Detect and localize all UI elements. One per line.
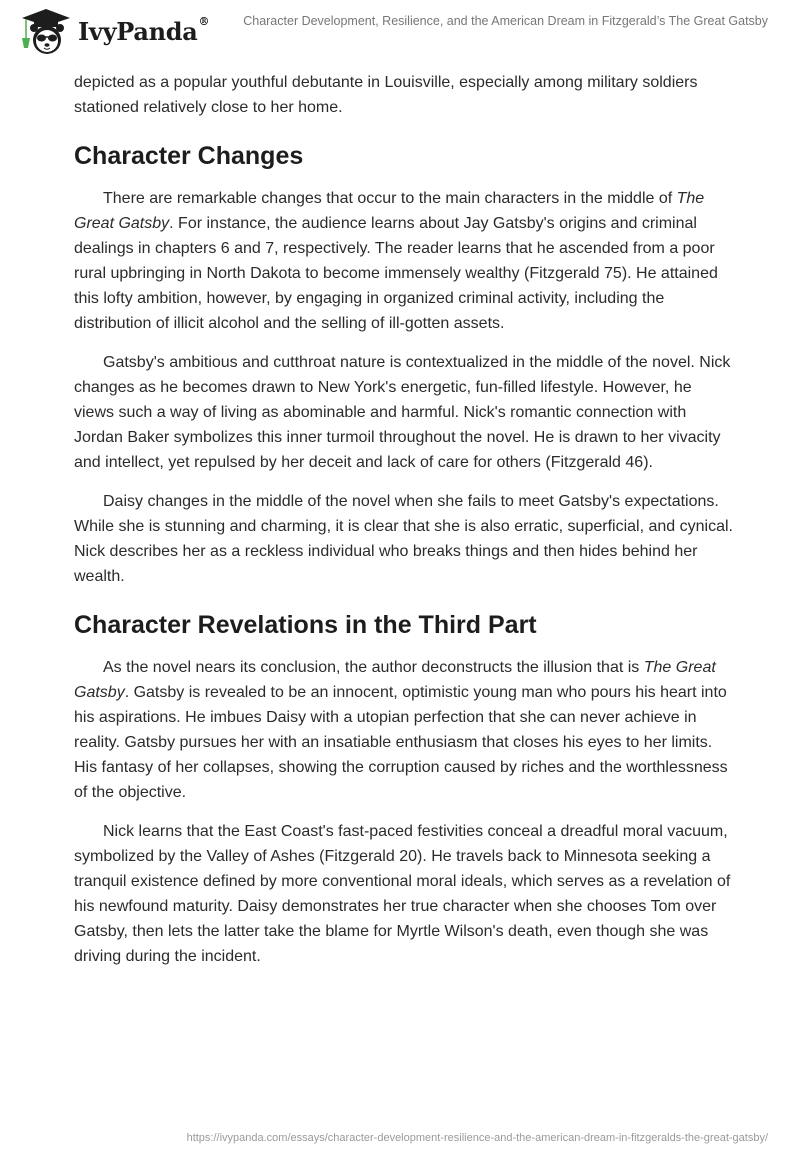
source-url[interactable]: https://ivypanda.com/essays/character-development-resilience-and-the-american-dream-in-fitzgeralds-the-great-gatsby/: [186, 1132, 768, 1144]
body-paragraph: As the novel nears its conclusion, the author deconstructs the illusion that is The Great Gatsby. Gatsby is revealed to be an innocent, optimistic young man who pours his heart into his aspirations. He imbues Daisy with a utopian perfection that she can never achieve in reality. Gatsby pursues her with an insatiable enthusiasm that closes his eyes to her limits. His fantasy of her collapses, showing the corruption caused by riches and the worthlessness of the objective.: [74, 659, 728, 801]
panda-graduate-icon: [16, 6, 72, 56]
section-heading-character-changes: Character Changes: [74, 142, 304, 170]
book-title: The Great Gatsby: [74, 190, 705, 232]
body-paragraph: Gatsby's ambitious and cutthroat nature is contextualized in the middle of the novel. Nick changes as he becomes drawn to New York's energetic, fun-filled lifestyle. However, he views such a way of living as abominable and harmful. Nick's romantic connection with Jordan Baker symbolizes this inner turmoil throughout the novel. He is drawn to her vivacity and intellect, yet repulsed by her deceit and lack of care for others (Fitzgerald 46).: [74, 354, 731, 471]
section-heading-character-revelations: Character Revelations in the Third Part: [74, 611, 537, 639]
document-title: Character Development, Resilience, and the American Dream in Fitzgerald’s The Great Gatsby: [243, 14, 768, 28]
essay-content: [74, 70, 734, 983]
body-paragraph: Daisy changes in the middle of the novel when she fails to meet Gatsby's expectations. While she is stunning and charming, it is clear that she is also erratic, superficial, and cynical. Nick describes her as a reckless individual who breaks things and then hides behind her wealth.: [74, 493, 733, 585]
book-title: The Great Gatsby: [74, 659, 716, 701]
body-paragraph: Nick learns that the East Coast's fast-paced festivities conceal a dreadful moral vacuum, symbolized by the Valley of Ashes (Fitzgerald 20). He travels back to Minnesota seeking a tranquil existence defined by more conventional moral ideals, which serves as a revelation of his newfound maturity. Daisy demonstrates her true character when she chooses Tom over Gatsby, then lets the latter take the blame for Myrtle Wilson's death, even though she was driving during the incident.: [74, 823, 731, 965]
page-header: [0, 0, 800, 60]
intro-paragraph: depicted as a popular youthful debutante in Louisville, especially among military soldiers stationed relatively close to her home.: [74, 74, 698, 116]
logo-wordmark: IvyPanda®: [78, 14, 210, 46]
body-paragraph: There are remarkable changes that occur to the main characters in the middle of The Great Gatsby. For instance, the audience learns about Jay Gatsby's origins and criminal dealings in chapters 6 and 7, respectively. The reader learns that he ascended from a poor rural upbringing in North Dakota to become immensely wealthy (Fitzgerald 75). He attained this lofty ambition, however, by engaging in organized criminal activity, including the distribution of illicit alcohol and the selling of ill-gotten assets.: [74, 190, 718, 332]
ivypanda-logo[interactable]: [16, 6, 209, 56]
